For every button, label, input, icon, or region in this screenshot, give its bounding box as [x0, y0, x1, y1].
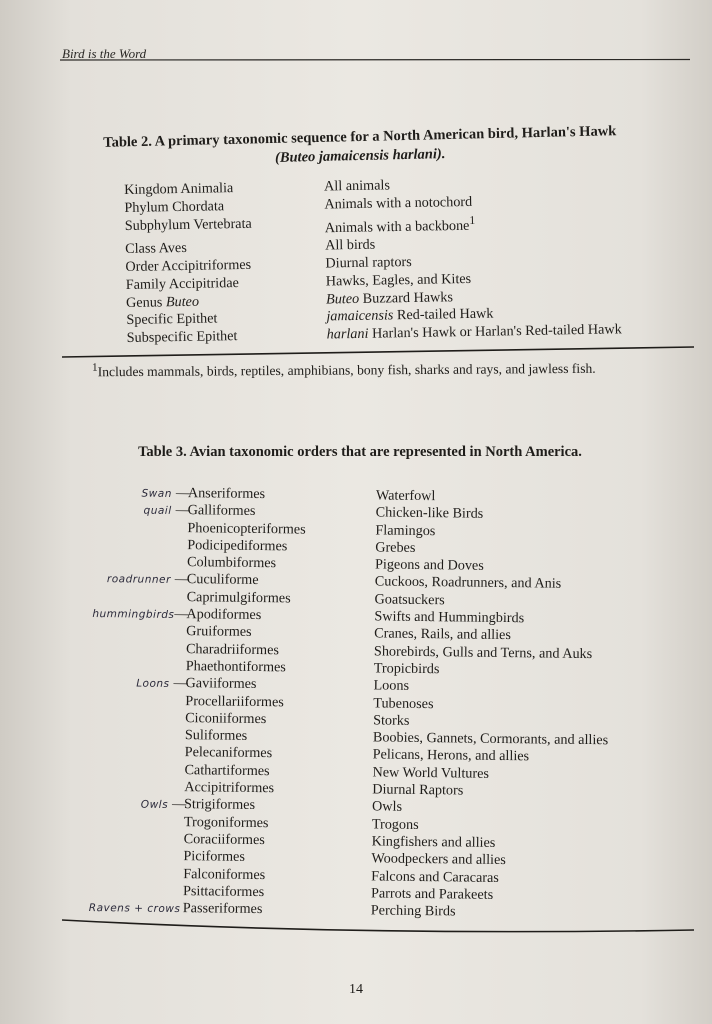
- common-name: Chicken-like Birds: [375, 504, 484, 523]
- order-name: Apodiformes: [186, 606, 262, 624]
- handwritten-note: [93, 548, 175, 549]
- common-name: Owls: [371, 798, 403, 816]
- order-name: Falconiformes: [183, 865, 266, 883]
- common-name: Cuckoos, Roadrunners, and Anis: [374, 573, 562, 593]
- description-italic: harlani: [326, 325, 369, 343]
- rank-text: Class Aves: [125, 240, 187, 258]
- handwritten-note: [93, 600, 175, 601]
- common-name: Pigeons and Doves: [374, 556, 484, 574]
- handwritten-dash: —: [173, 675, 188, 692]
- handwritten-dash: —: [174, 606, 189, 623]
- order-name: Gruiformes: [186, 623, 252, 641]
- footnote-mark: 1: [91, 361, 98, 374]
- description-text: Animals with a notochord: [324, 193, 473, 213]
- description-text: Red-tailed Hawk: [393, 305, 494, 324]
- running-header: Bird is the Word: [62, 46, 147, 61]
- rank-text: Order Accipitriformes: [125, 256, 252, 275]
- handwritten-note: Owls: [140, 798, 169, 812]
- common-name: Swifts and Hummingbirds: [374, 608, 525, 627]
- rank-text: Subspecific Epithet: [126, 328, 238, 347]
- description-italic: jamaicensis: [326, 307, 394, 325]
- order-name: Galliformes: [187, 502, 256, 520]
- handwritten-note: Swan: [141, 487, 172, 500]
- common-name: Cranes, Rails, and allies: [374, 625, 512, 644]
- common-name: Loons: [373, 677, 410, 695]
- handwritten-note: [92, 669, 174, 670]
- handwritten-dash: —: [174, 571, 190, 588]
- handwritten-note: [90, 825, 172, 826]
- common-name: Flamingos: [375, 522, 436, 539]
- handwritten-note: [93, 565, 175, 566]
- order-name: Phaethontiformes: [185, 658, 286, 676]
- handwritten-note: Ravens + crows: [88, 902, 181, 916]
- description-text: Animals with a backbone: [324, 217, 470, 236]
- handwritten-note: quail: [143, 504, 172, 518]
- description-text: Diurnal raptors: [325, 253, 412, 272]
- handwritten-note: [91, 738, 173, 739]
- order-name: Phoenicopteriformes: [187, 519, 306, 538]
- rank-text: Subphylum Vertebrata: [124, 215, 252, 234]
- table3-caption: Table 3. Avian taxonomic orders that are represented in North America.: [138, 444, 582, 460]
- table2-bottom-rule: [62, 346, 694, 358]
- order-name: Columbiformes: [186, 554, 277, 572]
- order-name: Caprimulgiformes: [186, 588, 291, 607]
- order-name: Procellariiformes: [185, 692, 284, 710]
- table3-body: [89, 484, 694, 924]
- common-name: Storks: [373, 712, 410, 729]
- table2-caption-line1: Table 2. A primary taxonomic sequence for a North American bird, Harlan's Hawk: [103, 123, 617, 151]
- order-name: Accipitriformes: [184, 779, 275, 797]
- handwritten-note: hummingbirds: [92, 608, 175, 622]
- table2-footnote: [92, 358, 596, 380]
- handwritten-note: [92, 652, 174, 653]
- common-name: Boobies, Gannets, Cormorants, and allies: [372, 729, 609, 749]
- handwritten-dash: —: [171, 796, 187, 813]
- taxon-rank: [127, 327, 327, 348]
- order-name: Coraciiformes: [183, 831, 265, 849]
- handwritten-note: [90, 773, 172, 774]
- table3-bottom-rule: [62, 918, 694, 938]
- rank-name-italic: Buteo: [165, 293, 200, 310]
- handwritten-note: [93, 531, 175, 532]
- common-name: Diurnal Raptors: [372, 781, 464, 799]
- common-name: Perching Birds: [370, 902, 456, 920]
- description-italic: Buteo: [325, 290, 360, 308]
- rank-text: Phylum Chordata: [124, 198, 225, 216]
- rank-text: Genus: [125, 293, 167, 311]
- order-name: Trogoniformes: [183, 813, 269, 831]
- common-name: Pelicans, Herons, and allies: [372, 746, 530, 765]
- order-name: Cuculiforme: [186, 571, 259, 589]
- common-name: Parrots and Parakeets: [370, 885, 494, 903]
- order-name: Ciconiiformes: [185, 709, 267, 727]
- page-number: 14: [349, 982, 363, 997]
- order-name: Psittaciformes: [182, 882, 265, 900]
- common-name: Tropicbirds: [373, 660, 440, 678]
- order-name: Passeriformes: [182, 900, 263, 918]
- handwritten-note: [92, 634, 174, 635]
- order-name: Piciformes: [183, 848, 246, 866]
- description-text: Harlan's Hawk or Harlan's Red-tailed Hawk: [368, 321, 622, 342]
- rank-text: Kingdom Animalia: [124, 180, 234, 198]
- rank-text: Family Accipitridae: [125, 274, 239, 293]
- common-name: Trogons: [371, 816, 419, 833]
- header-rule: [60, 58, 690, 61]
- handwritten-note: [89, 894, 171, 895]
- order-name: Pelecaniformes: [184, 744, 273, 762]
- table2-caption-line2: (Buteo jamaicensis harlani).: [274, 146, 446, 166]
- rank-text: Specific Epithet: [126, 310, 218, 329]
- description-text: Hawks, Eagles, and Kites: [325, 270, 472, 290]
- order-name: Strigiformes: [183, 796, 256, 814]
- description-text: All birds: [325, 236, 376, 254]
- common-name: Woodpeckers and allies: [371, 850, 506, 869]
- description-text: Buzzard Hawks: [359, 288, 454, 307]
- handwritten-note: [89, 859, 171, 860]
- handwritten-note: roadrunner: [106, 573, 171, 587]
- common-name: New World Vultures: [372, 764, 490, 782]
- order-name: Charadriiformes: [185, 640, 280, 658]
- handwritten-dash: —: [175, 502, 190, 519]
- table2-caption: [60, 121, 661, 173]
- common-name: Goatsuckers: [374, 591, 445, 609]
- handwritten-note: [90, 790, 172, 791]
- table2-body: [124, 172, 687, 348]
- order-name: Cathartiformes: [184, 761, 270, 779]
- footnote-text: Includes mammals, birds, reptiles, amphibians, bony fish, sharks and rays, and jawless fish.: [97, 360, 596, 380]
- description-text: All animals: [323, 177, 391, 195]
- order-name: Suliformes: [184, 727, 248, 745]
- handwritten-note: [91, 755, 173, 756]
- order-name: Anseriformes: [187, 485, 266, 503]
- handwritten-note: [91, 704, 173, 705]
- handwritten-note: Loons: [136, 677, 170, 691]
- common-name: Grebes: [375, 539, 416, 556]
- handwritten-dash: —: [175, 485, 191, 502]
- common-name: Falcons and Caracaras: [371, 867, 499, 886]
- handwritten-note: [90, 842, 172, 843]
- handwritten-note: [91, 721, 173, 722]
- common-name: Shorebirds, Gulls and Terns, and Auks: [373, 643, 593, 662]
- common-name: Kingfishers and allies: [371, 833, 496, 851]
- common-name: Waterfowl: [375, 487, 436, 505]
- common-name: Tubenoses: [373, 694, 434, 712]
- footnote-ref: 1: [469, 212, 476, 227]
- handwritten-note: [89, 877, 171, 878]
- taxon-rank: [125, 214, 325, 241]
- order-name: Gaviiformes: [185, 675, 257, 693]
- order-name: Podicipediformes: [187, 537, 288, 555]
